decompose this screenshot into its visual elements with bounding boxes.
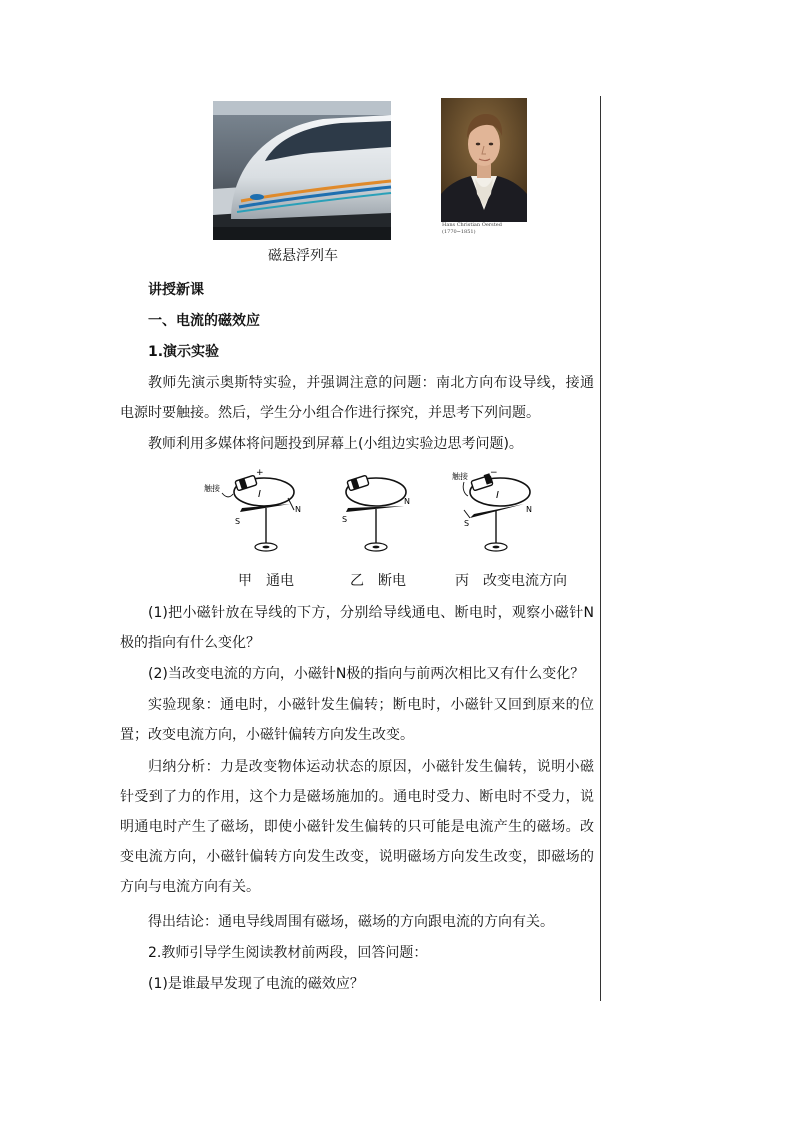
oersted-portrait-illustration <box>441 98 527 222</box>
question-2: (2)当改变电流的方向，小磁针N极的指向与前两次相比又有什么变化？ <box>148 666 585 682</box>
step-2-heading: 2.教师引导学生阅读教材前两段，回答问题： <box>148 945 428 961</box>
touch-label: 触接 <box>204 484 220 493</box>
south-label: S <box>464 519 470 528</box>
needle-rest <box>346 506 404 512</box>
north-label: N <box>295 505 301 514</box>
projection-paragraph: 教师利用多媒体将问题投到屏幕上(小组边实验边思考问题)。 <box>148 436 523 452</box>
intro-paragraph: 教师先演示奥斯特实验，并强调注意的问题：南北方向布设导线，接通电源时要触接。然后，学生分小组合作进行探究，并思考下列问题。 <box>120 375 594 421</box>
portrait-caption <box>441 222 528 240</box>
north-label: N <box>404 497 410 506</box>
plus-sign: + <box>256 468 264 478</box>
section-heading: 一、电流的磁效应 <box>148 313 260 329</box>
margin-rule <box>600 96 601 1001</box>
portrait-name: Hans Christian Oersted <box>442 222 502 228</box>
demo-heading: 1.演示实验 <box>148 344 220 360</box>
figure-a-caption: 甲 通电 <box>238 573 294 589</box>
south-label: S <box>235 517 241 526</box>
figure-b-caption: 乙 断电 <box>350 573 406 589</box>
touch-label: 触接 <box>452 472 468 481</box>
north-label: N <box>526 505 532 514</box>
figure-c-reversed <box>440 466 550 558</box>
south-label: S <box>342 515 348 524</box>
current-label: I <box>258 489 261 500</box>
analysis-paragraph: 归纳分析：力是改变物体运动状态的原因，小磁针发生偏转，说明小磁针受到了力的作用，这个力是磁场施加的。通电时受力、断电时不受力，说明通电时产生了磁场，即使小磁针发生偏转的只可能是电流产生的磁场。改变电流方向，小磁针偏转方向发生改变，说明磁场方向发生改变，即磁场的方向与电流方向有关。 <box>120 759 594 895</box>
minus-sign: − <box>490 468 498 478</box>
figure-b-deenergized <box>310 466 410 558</box>
current-label: I <box>496 490 499 501</box>
maglev-train-photo <box>213 101 391 240</box>
conclusion-paragraph: 得出结论：通电导线周围有磁场，磁场的方向跟电流的方向有关。 <box>148 914 554 930</box>
figure-a-energized <box>200 466 300 558</box>
phenomenon-paragraph: 实验现象：通电时，小磁针发生偏转；断电时，小磁针又回到原来的位置；改变电流方向，小磁针偏转方向发生改变。 <box>120 697 594 743</box>
step-2-question-1: (1)是谁最早发现了电流的磁效应？ <box>148 976 364 992</box>
question-1: (1)把小磁针放在导线的下方，分别给导线通电、断电时，观察小磁针N极的指向有什么变化？ <box>120 605 594 651</box>
figure-c-caption: 丙 改变电流方向 <box>455 573 567 589</box>
lesson-heading: 讲授新课 <box>148 282 204 298</box>
maglev-train-illustration <box>213 101 391 240</box>
oersted-portrait <box>441 98 527 240</box>
train-caption: 磁悬浮列车 <box>268 248 338 264</box>
portrait-years: (1770~1851) <box>442 229 476 235</box>
